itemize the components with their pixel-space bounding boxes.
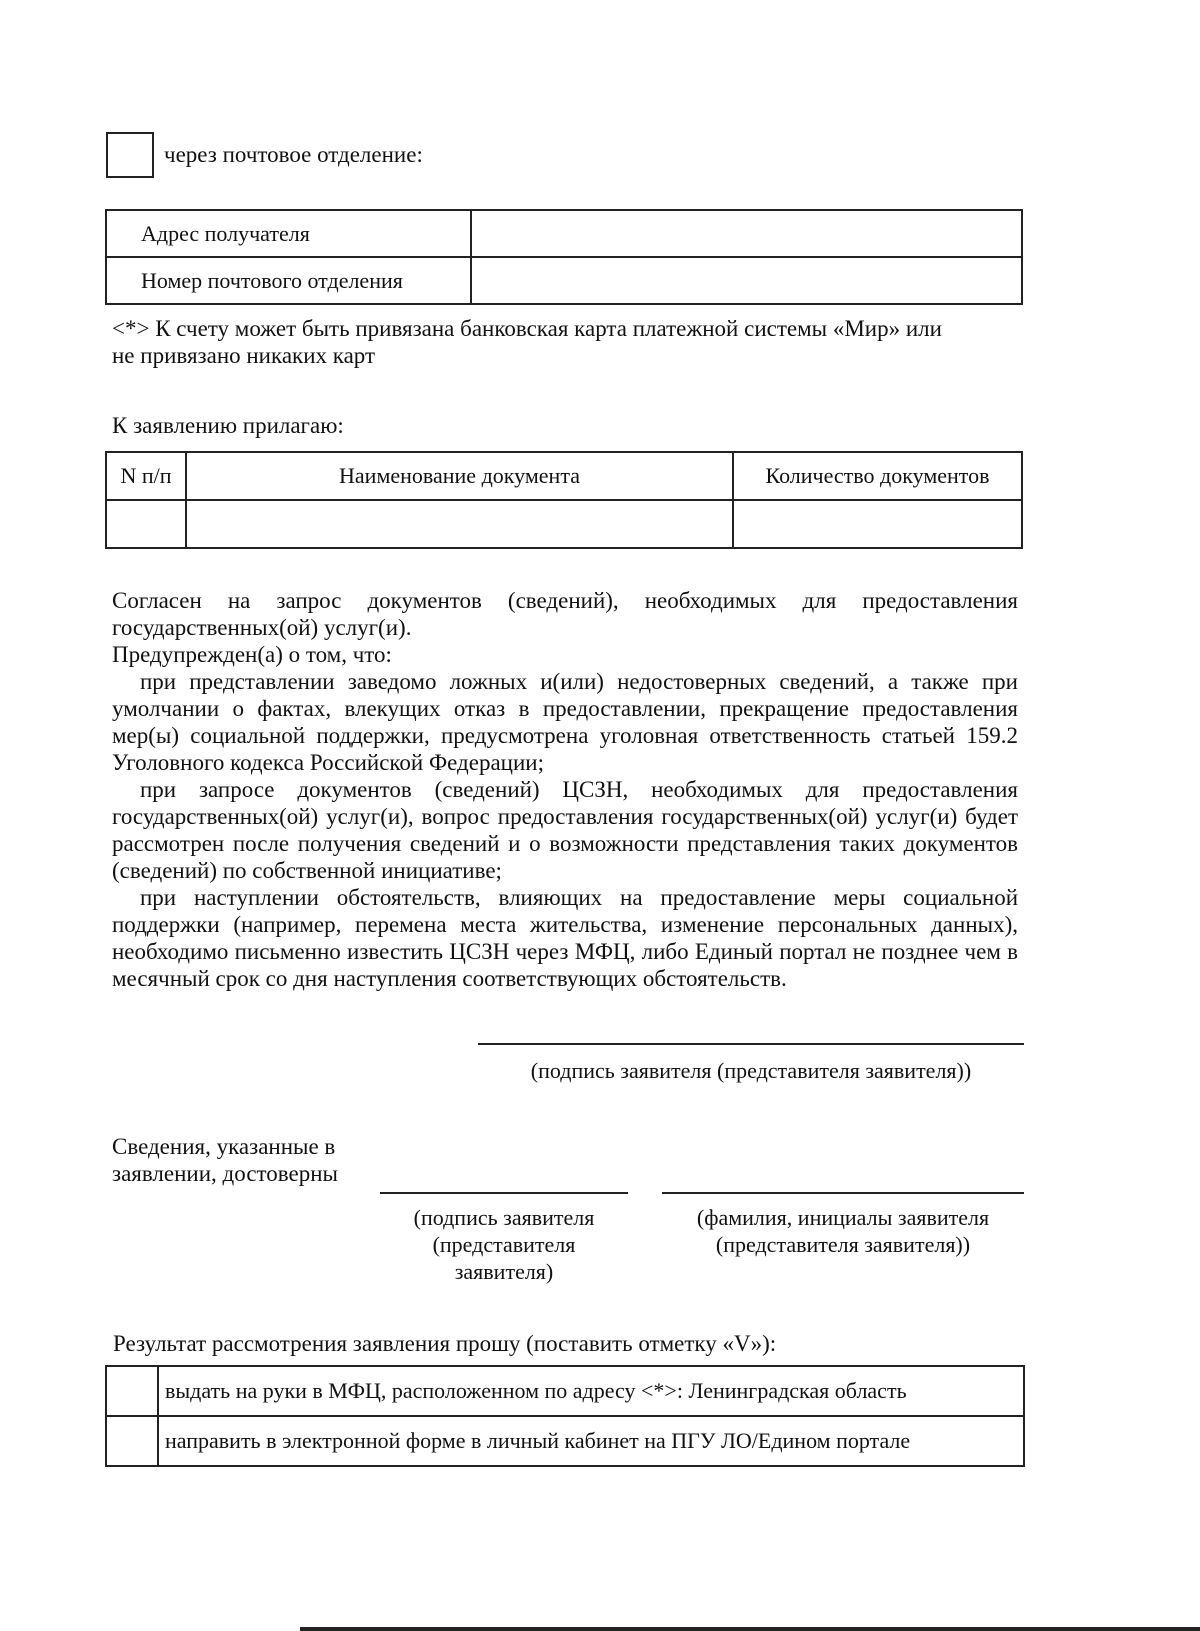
- consent-paragraph: Согласен на запрос документов (сведений), необходимых для предоставления государственных(ой) услуг(и).: [112, 588, 1018, 640]
- warning-paragraph: при представлении заведомо ложных и(или) недостоверных сведений, а также при умолчании о фактах, влекущих отказ в предоставлении, прекращение предоставления мер(ы) социальной поддержки, предусмотрена уголовная ответственность статьей 159.2 Уголовного кодекса Российской Федерации;: [112, 669, 1018, 775]
- caption-line: (представителя: [432, 1232, 576, 1257]
- recipient-address-field[interactable]: [471, 210, 1022, 257]
- column-header-number: N п/п: [106, 452, 186, 500]
- post-office-number-field[interactable]: [471, 257, 1022, 304]
- document-count-cell[interactable]: [733, 500, 1022, 548]
- number-cell[interactable]: [106, 500, 186, 548]
- verification-name-line[interactable]: [662, 1192, 1024, 1194]
- verification-label: [112, 1133, 372, 1187]
- document-name-cell[interactable]: [186, 500, 733, 548]
- result-option-checkbox[interactable]: [106, 1366, 158, 1416]
- result-option-label: выдать на руки в МФЦ, расположенном по адресу <*>: Ленинградская область: [158, 1366, 1024, 1416]
- verification-label-line: Сведения, указанные в: [112, 1134, 336, 1159]
- result-options-table: [105, 1365, 1025, 1467]
- table-header-row: [106, 452, 1022, 500]
- column-header-document-name: Наименование документа: [186, 452, 733, 500]
- caption-line: заявителя): [454, 1259, 554, 1284]
- table-row: [106, 210, 1022, 257]
- attachments-heading: К заявлению прилагаю:: [112, 413, 344, 438]
- result-option-label: направить в электронной форме в личный кабинет на ПГУ ЛО/Едином портале: [158, 1416, 1024, 1466]
- warning-paragraph: при наступлении обстоятельств, влияющих на предоставление меры социальной поддержки (например, перемена места жительства, изменение персональных данных), необходимо письменно известить ЦСЗН через МФЦ, либо Единый портал не позднее чем в месячный срок со дня наступления соответствующих обстоятельств.: [112, 885, 1018, 991]
- scan-bottom-edge: [300, 1627, 1200, 1631]
- warning-paragraph: при запросе документов (сведений) ЦСЗН, необходимых для предоставления государственных(ой) услуг(и), вопрос предоставления государственных(ой) услуг(и) будет рассмотрен после получения сведений и о возможности представления таких документов (сведений) по собственной инициативе;: [112, 777, 1018, 883]
- applicant-signature-line[interactable]: [478, 1043, 1024, 1045]
- column-header-document-count: Количество документов: [733, 452, 1022, 500]
- recipient-address-label: Адрес получателя: [106, 210, 471, 257]
- consent-text: [112, 587, 1018, 992]
- postal-option-label: через почтовое отделение:: [164, 142, 423, 167]
- verification-label-line: заявлении, достоверны: [112, 1161, 338, 1186]
- postal-option-checkbox[interactable]: [106, 132, 154, 178]
- caption-line: (подпись заявителя: [413, 1205, 595, 1230]
- caption-line: (представителя заявителя)): [715, 1232, 971, 1257]
- result-heading: Результат рассмотрения заявления прошу (поставить отметку «V»):: [113, 1331, 777, 1356]
- verification-signature-caption: [380, 1204, 628, 1285]
- footnote-line: <*> К счету может быть привязана банковская карта платежной системы «Мир» или: [112, 316, 942, 341]
- footnote-line: не привязано никаких карт: [112, 343, 376, 368]
- table-row: [106, 500, 1022, 548]
- warning-intro: Предупрежден(а) о том, что:: [112, 642, 392, 667]
- postal-details-table: [105, 209, 1023, 305]
- caption-line: (фамилия, инициалы заявителя: [696, 1205, 990, 1230]
- verification-signature-line[interactable]: [380, 1192, 628, 1194]
- table-row: [106, 257, 1022, 304]
- applicant-signature-caption: (подпись заявителя (представителя заявителя)): [530, 1058, 972, 1083]
- bank-card-footnote: [112, 315, 1032, 369]
- attachments-table: [105, 451, 1023, 549]
- post-office-number-label: Номер почтового отделения: [106, 257, 471, 304]
- result-option-checkbox[interactable]: [106, 1416, 158, 1466]
- table-row: [106, 1416, 1024, 1466]
- verification-name-caption: [662, 1204, 1024, 1258]
- table-row: [106, 1366, 1024, 1416]
